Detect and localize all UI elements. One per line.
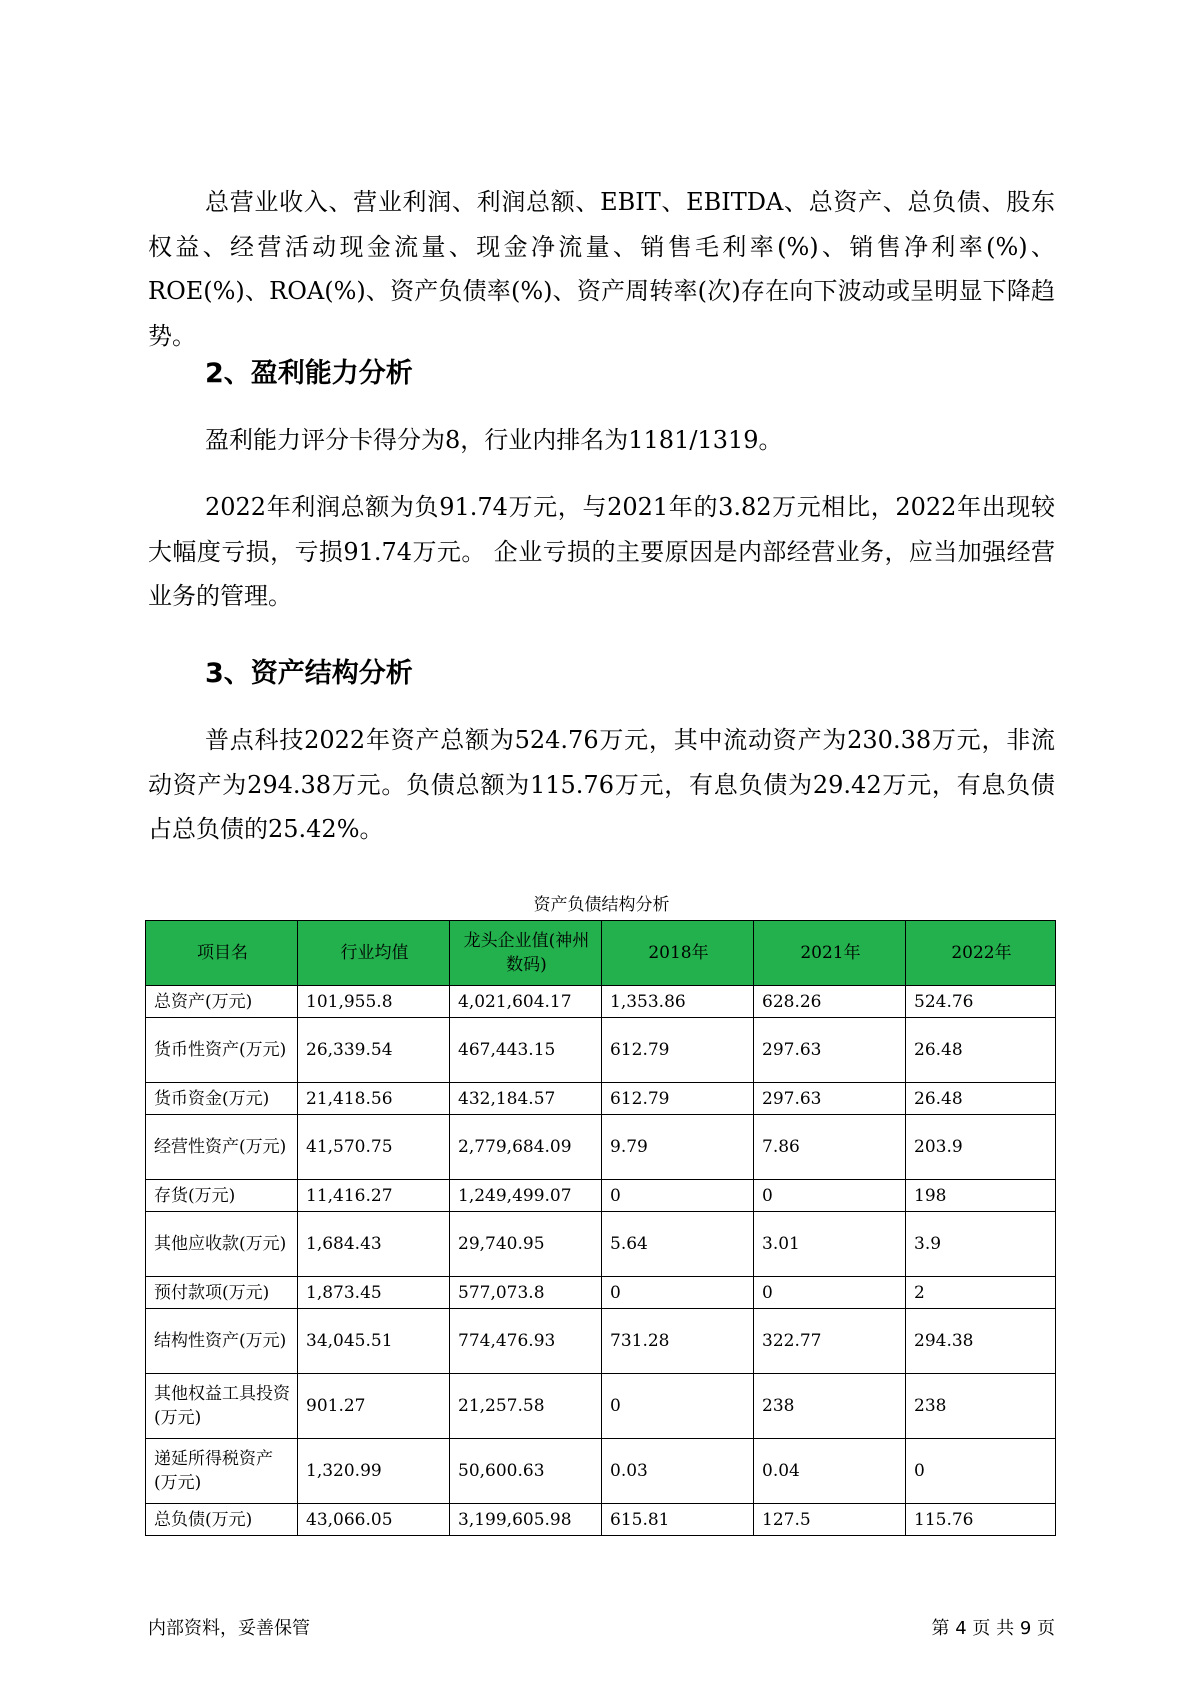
cell-value: 524.76	[906, 986, 1056, 1018]
cell-item: 总负债(万元)	[146, 1504, 298, 1536]
cell-item: 递延所得税资产(万元)	[146, 1439, 298, 1504]
cell-value: 29,740.95	[450, 1212, 602, 1277]
cell-item: 其他应收款(万元)	[146, 1212, 298, 1277]
header-year-2021: 2021年	[754, 921, 906, 986]
cell-value: 101,955.8	[298, 986, 450, 1018]
cell-value: 41,570.75	[298, 1115, 450, 1180]
cell-value: 731.28	[602, 1309, 754, 1374]
cell-value: 3.01	[754, 1212, 906, 1277]
table-row	[146, 1504, 1056, 1536]
cell-value: 203.9	[906, 1115, 1056, 1180]
cell-value: 0	[906, 1439, 1056, 1504]
cell-item: 存货(万元)	[146, 1180, 298, 1212]
cell-item: 货币性资产(万元)	[146, 1018, 298, 1083]
footer-page-number: 第 4 页 共 9 页	[931, 1618, 1055, 1639]
header-year-2018: 2018年	[602, 921, 754, 986]
asset-summary-paragraph: 普点科技2022年资产总额为524.76万元，其中流动资产为230.38万元，非流动资产为294.38万元。负债总额为115.76万元，有息负债为29.42万元，有息负债占总负债的25.42%。	[148, 726, 1055, 843]
cell-value: 34,045.51	[298, 1309, 450, 1374]
table-row	[146, 1374, 1056, 1439]
cell-value: 297.63	[754, 1018, 906, 1083]
cell-value: 615.81	[602, 1504, 754, 1536]
cell-value: 294.38	[906, 1309, 1056, 1374]
cell-value: 0	[602, 1277, 754, 1309]
cell-value: 774,476.93	[450, 1309, 602, 1374]
cell-value: 297.63	[754, 1083, 906, 1115]
cell-value: 467,443.15	[450, 1018, 602, 1083]
cell-value: 2,779,684.09	[450, 1115, 602, 1180]
table-row	[146, 1439, 1056, 1504]
cell-value: 26,339.54	[298, 1018, 450, 1083]
table-row	[146, 1115, 1056, 1180]
cell-value: 1,249,499.07	[450, 1180, 602, 1212]
cell-value: 3,199,605.98	[450, 1504, 602, 1536]
cell-value: 11,416.27	[298, 1180, 450, 1212]
cell-value: 26.48	[906, 1018, 1056, 1083]
cell-value: 3.9	[906, 1212, 1056, 1277]
cell-value: 1,320.99	[298, 1439, 450, 1504]
table-row	[146, 1083, 1056, 1115]
header-year-2022: 2022年	[906, 921, 1056, 986]
cell-value: 1,684.43	[298, 1212, 450, 1277]
cell-value: 1,353.86	[602, 986, 754, 1018]
cell-value: 0	[754, 1180, 906, 1212]
cell-item: 经营性资产(万元)	[146, 1115, 298, 1180]
profitability-heading: 2、盈利能力分析	[205, 358, 413, 389]
cell-item: 总资产(万元)	[146, 986, 298, 1018]
cell-value: 0	[602, 1180, 754, 1212]
cell-value: 628.26	[754, 986, 906, 1018]
cell-value: 50,600.63	[450, 1439, 602, 1504]
cell-item: 其他权益工具投资(万元)	[146, 1374, 298, 1439]
header-leader-value: 龙头企业值(神州数码)	[450, 921, 602, 986]
cell-value: 7.86	[754, 1115, 906, 1180]
table-caption: 资产负债结构分析	[533, 895, 670, 915]
cell-value: 238	[754, 1374, 906, 1439]
cell-value: 26.48	[906, 1083, 1056, 1115]
table-row	[146, 1212, 1056, 1277]
cell-value: 612.79	[602, 1018, 754, 1083]
cell-value: 9.79	[602, 1115, 754, 1180]
cell-value: 577,073.8	[450, 1277, 602, 1309]
cell-item: 货币资金(万元)	[146, 1083, 298, 1115]
intro-paragraph: 总营业收入、营业利润、利润总额、EBIT、EBITDA、总资产、总负债、股东权益、经营活动现金流量、现金净流量、销售毛利率(%)、销售净利率(%)、ROE(%)、ROA(%)、资产负债率(%)、资产周转率(次)存在向下波动或呈明显下降趋势。	[148, 188, 1055, 350]
cell-item: 结构性资产(万元)	[146, 1309, 298, 1374]
cell-value: 322.77	[754, 1309, 906, 1374]
cell-value: 612.79	[602, 1083, 754, 1115]
cell-value: 127.5	[754, 1504, 906, 1536]
cell-value: 0.03	[602, 1439, 754, 1504]
balance-structure-table	[145, 920, 1056, 1536]
cell-value: 432,184.57	[450, 1083, 602, 1115]
cell-item: 预付款项(万元)	[146, 1277, 298, 1309]
table-row	[146, 1309, 1056, 1374]
cell-value: 0	[602, 1374, 754, 1439]
cell-value: 238	[906, 1374, 1056, 1439]
cell-value: 43,066.05	[298, 1504, 450, 1536]
profitability-score-paragraph: 盈利能力评分卡得分为8，行业内排名为1181/1319。	[205, 426, 783, 454]
asset-structure-heading: 3、资产结构分析	[205, 658, 413, 689]
cell-value: 0	[754, 1277, 906, 1309]
cell-value: 901.27	[298, 1374, 450, 1439]
cell-value: 115.76	[906, 1504, 1056, 1536]
cell-value: 198	[906, 1180, 1056, 1212]
table-row	[146, 986, 1056, 1018]
table-row	[146, 1018, 1056, 1083]
header-item-name: 项目名	[146, 921, 298, 986]
header-industry-average: 行业均值	[298, 921, 450, 986]
cell-value: 2	[906, 1277, 1056, 1309]
cell-value: 21,418.56	[298, 1083, 450, 1115]
cell-value: 0.04	[754, 1439, 906, 1504]
table-header-row	[146, 921, 1056, 986]
cell-value: 5.64	[602, 1212, 754, 1277]
cell-value: 4,021,604.17	[450, 986, 602, 1018]
table-row	[146, 1180, 1056, 1212]
cell-value: 1,873.45	[298, 1277, 450, 1309]
footer-confidential-note: 内部资料，妥善保管	[148, 1618, 310, 1639]
profit-loss-paragraph: 2022年利润总额为负91.74万元，与2021年的3.82万元相比，2022年出现较大幅度亏损，亏损91.74万元。 企业亏损的主要原因是内部经营业务，应当加强经营业务的管理。	[148, 493, 1055, 610]
cell-value: 21,257.58	[450, 1374, 602, 1439]
table-row	[146, 1277, 1056, 1309]
